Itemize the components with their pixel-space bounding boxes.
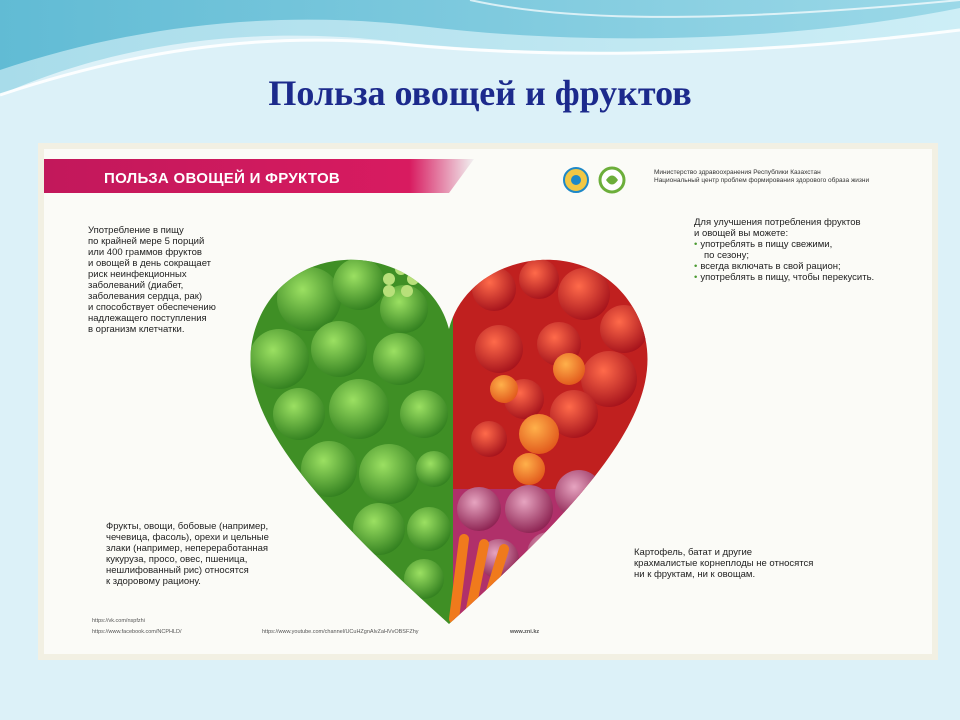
tip-item: • употреблять в пищу свежими, по сезону; — [694, 239, 874, 261]
info-block-portions: Употребление в пищу по крайней мере 5 порций или 400 граммов фруктов и овощей в день сокращает риск неинфекционных заболеваний (диабет, заболевания сердца, рак) и способствует обеспечению надлежащего поступления в организм клетчатки. — [88, 225, 216, 335]
youtube-link[interactable]: https://www.youtube.com/channel/UCuHZgnAlvZaHVvOBSFZhy — [262, 629, 419, 635]
poster-inner — [44, 149, 932, 654]
tip-item: • употреблять в пищу, чтобы перекусить. — [694, 272, 874, 283]
info-block-tips: Для улучшения потребления фруктов и овощей вы можете: • употреблять в пищу свежими, по сезону; • всегда включать в свой рацион; • употреблять в пищу, чтобы перекусить. — [694, 217, 874, 283]
tip-item: • всегда включать в свой рацион; — [694, 261, 874, 272]
vegetable-fruit-heart-icon — [239, 239, 659, 629]
poster — [38, 143, 938, 660]
footer-links — [92, 612, 892, 644]
info-block-potatoes: Картофель, батат и другие крахмалистые корнеплоды не относятся ни к фруктам, ни к овощам. — [634, 547, 814, 580]
vk-link[interactable]: https://vk.com/nspfzhi — [92, 618, 145, 624]
info-block-healthy-diet: Фрукты, овощи, бобовые (например, чечевица, фасоль), орехи и цельные злаки (например, непереработанная кукуруза, просо, овес, пшеница, нешлифованный рис) относятся к здоровому рациону. — [106, 521, 269, 587]
emblem-logos — [562, 165, 642, 195]
poster-banner-title: ПОЛЬЗА ОВОЩЕЙ И ФРУКТОВ — [104, 170, 341, 187]
facebook-link[interactable]: https://www.facebook.com/NCPHLD/ — [92, 629, 182, 635]
ministry-caption: Министерство здравоохранения Республики Казахстан Национальный центр проблем формирования здорового образа жизни — [654, 169, 870, 184]
site-link[interactable]: www.zni.kz — [510, 629, 540, 635]
slide-title: Польза овощей и фруктов — [268, 73, 692, 113]
